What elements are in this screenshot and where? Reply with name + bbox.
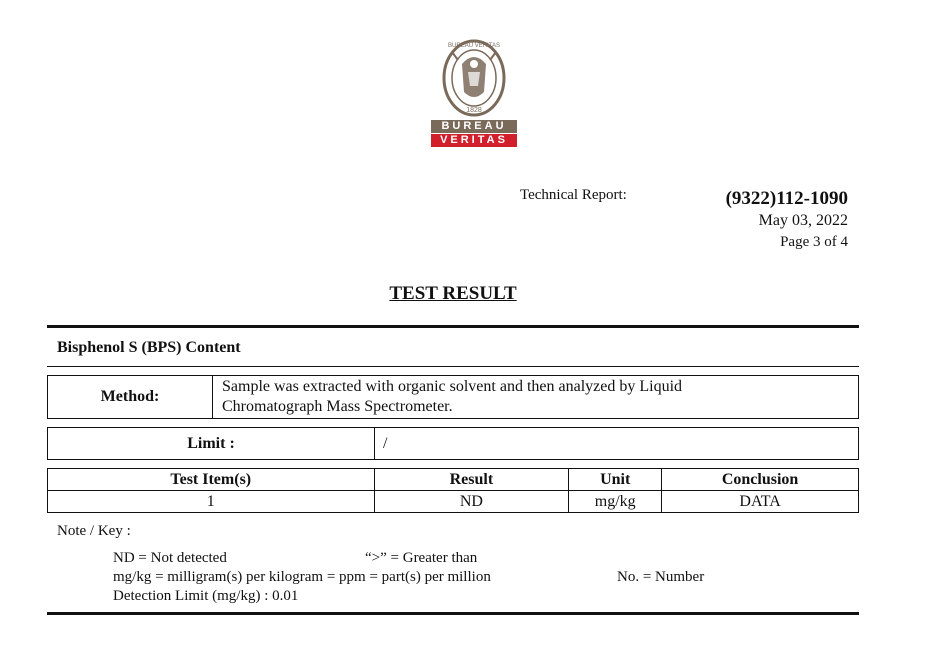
method-text-line-1: Sample was extracted with organic solvent and then analyzed by Liquid bbox=[222, 378, 683, 395]
cell-unit: mg/kg bbox=[569, 491, 662, 513]
limit-label: Limit : bbox=[48, 428, 375, 460]
cell-conclusion: DATA bbox=[662, 491, 859, 513]
bureau-veritas-logo bbox=[428, 38, 520, 150]
note-detection-limit: Detection Limit (mg/kg) : 0.01 bbox=[113, 588, 299, 604]
results-table bbox=[47, 468, 859, 513]
seal-emblem-icon bbox=[428, 38, 520, 120]
method-text-line-2: Chromatograph Mass Spectrometer. bbox=[222, 398, 453, 415]
header-result: Result bbox=[374, 469, 569, 491]
page-indicator: Page 3 of 4 bbox=[780, 234, 848, 250]
cell-result: ND bbox=[374, 491, 569, 513]
table-row bbox=[48, 491, 859, 513]
limit-value: / bbox=[375, 428, 859, 460]
method-label: Method: bbox=[48, 376, 213, 419]
method-table bbox=[47, 375, 859, 419]
method-description bbox=[213, 376, 859, 419]
note-nd: ND = Not detected bbox=[113, 550, 227, 566]
logo-word-bureau: BUREAU bbox=[431, 120, 517, 133]
logo-word-veritas: VERITAS bbox=[431, 134, 517, 147]
results-header-row bbox=[48, 469, 859, 491]
divider-section bbox=[47, 366, 859, 367]
seal-year: 1828 bbox=[466, 107, 482, 114]
note-mgkg: mg/kg = milligram(s) per kilogram = ppm = part(s) per million bbox=[113, 569, 491, 585]
header-conclusion: Conclusion bbox=[662, 469, 859, 491]
divider-bottom bbox=[47, 612, 859, 615]
header-test-items: Test Item(s) bbox=[48, 469, 375, 491]
header-unit: Unit bbox=[569, 469, 662, 491]
note-key-heading: Note / Key : bbox=[57, 523, 131, 539]
report-date: May 03, 2022 bbox=[758, 212, 848, 229]
section-title: Bisphenol S (BPS) Content bbox=[57, 339, 241, 356]
limit-table bbox=[47, 427, 859, 460]
page-title: TEST RESULT bbox=[389, 283, 517, 304]
divider-top bbox=[47, 325, 859, 328]
note-greater-than: “>” = Greater than bbox=[365, 550, 478, 566]
note-number: No. = Number bbox=[617, 569, 705, 585]
seal-text: BUREAU VERITAS bbox=[448, 43, 500, 49]
technical-report-label: Technical Report: bbox=[520, 187, 627, 203]
report-number: (9322)112-1090 bbox=[725, 188, 848, 209]
cell-test-item: 1 bbox=[48, 491, 375, 513]
